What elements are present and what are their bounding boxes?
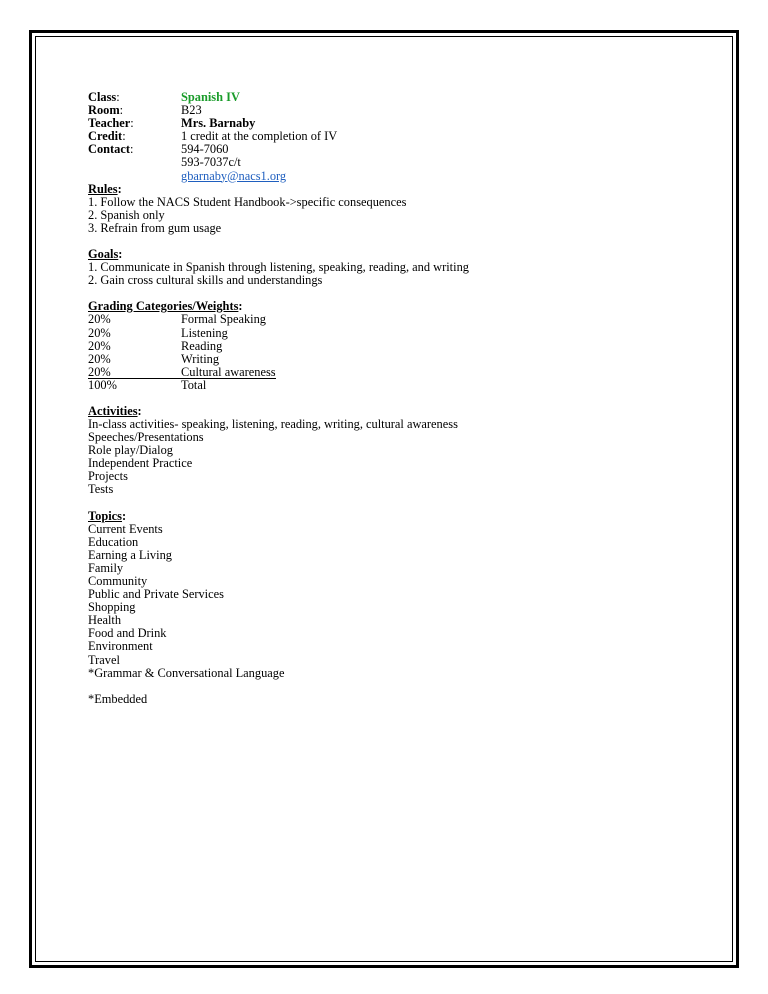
contact-label: Contact	[88, 142, 130, 157]
grading-row: 20% Listening	[88, 325, 228, 340]
topics-heading: Topics:	[88, 508, 127, 523]
rules-item: 2. Spanish only	[88, 207, 165, 222]
grading-total-row: 100% Total	[88, 377, 207, 392]
footnote: *Embedded	[88, 691, 148, 706]
rules-item: 3. Refrain from gum usage	[88, 220, 222, 235]
grading-row: 20% Formal Speaking	[88, 312, 267, 327]
contact-phone-2: 593-7037c/t	[181, 155, 241, 170]
teacher-value: Mrs. Barnaby	[181, 116, 256, 131]
rules-heading: Rules:	[88, 181, 122, 196]
topics-item: Family	[88, 560, 124, 575]
contact-row-3	[88, 170, 688, 183]
teacher-row: Teacher: Mrs. Barnaby	[88, 116, 256, 131]
activities-item: Speeches/Presentations	[88, 430, 204, 445]
topics-item: Public and Private Services	[88, 587, 224, 602]
goals-item: 2. Gain cross cultural skills and understandings	[88, 273, 323, 288]
syllabus-document	[88, 91, 688, 706]
room-value: B23	[181, 103, 202, 118]
contact-email-link[interactable]: gbarnaby@nacs1.org	[181, 168, 287, 183]
topics-item: Health	[88, 613, 122, 628]
credit-value: 1 credit at the completion of IV	[181, 129, 338, 144]
class-row: Class: Spanish IV	[88, 90, 240, 104]
activities-heading: Activities:	[88, 403, 142, 418]
grading-row: 20% Reading	[88, 338, 223, 353]
room-label: Room	[88, 103, 120, 118]
grading-row: 20% Cultural awareness	[88, 364, 276, 379]
credit-row: Credit: 1 credit at the completion of IV	[88, 129, 338, 144]
activities-item: Role play/Dialog	[88, 443, 173, 458]
class-label: Class	[88, 90, 117, 104]
topics-item: Food and Drink	[88, 626, 167, 641]
topics-item: Education	[88, 534, 139, 549]
rules-item: 1. Follow the NACS Student Handbook->specific consequences	[88, 194, 407, 209]
topics-item: Earning a Living	[88, 547, 172, 562]
teacher-label: Teacher	[88, 116, 131, 131]
topics-item: Travel	[88, 652, 120, 667]
room-row: Room: B23	[88, 103, 202, 118]
topics-item: *Grammar & Conversational Language	[88, 665, 285, 680]
contact-row-2	[88, 156, 688, 169]
topics-item: Shopping	[88, 600, 136, 615]
class-value: Spanish IV	[181, 90, 240, 104]
contact-phone-1: 594-7060	[181, 142, 229, 157]
contact-row: Contact: 594-7060	[88, 142, 229, 157]
credit-label: Credit	[88, 129, 123, 144]
goals-heading: Goals:	[88, 247, 123, 262]
goals-item: 1. Communicate in Spanish through listening, speaking, reading, and writing	[88, 260, 469, 275]
activities-item: In-class activities- speaking, listening, reading, writing, cultural awareness	[88, 416, 458, 431]
activities-item: Independent Practice	[88, 456, 193, 471]
topics-item: Environment	[88, 639, 153, 654]
topics-item: Community	[88, 574, 148, 588]
topics-item: Current Events	[88, 521, 163, 536]
activities-item: Tests	[88, 482, 114, 497]
grading-heading: Grading Categories/Weights:	[88, 299, 243, 314]
activities-item: Projects	[88, 469, 128, 484]
grading-row: 20% Writing	[88, 351, 220, 366]
